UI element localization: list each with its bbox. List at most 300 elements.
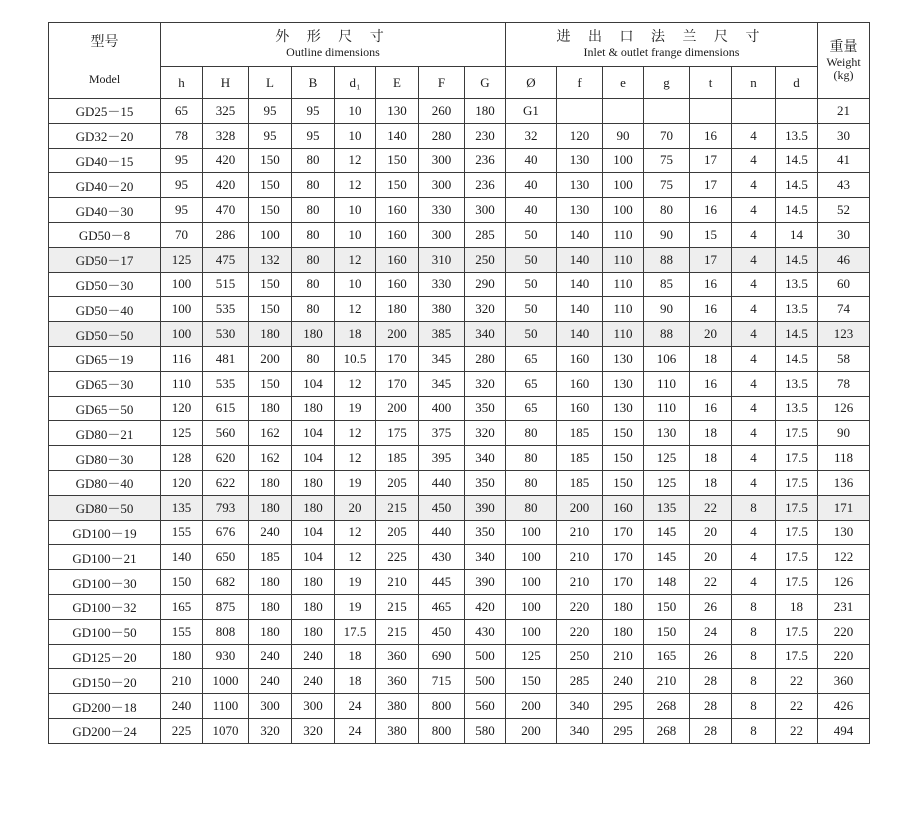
- value-cell: 800: [419, 694, 465, 719]
- column-header: E: [376, 67, 419, 99]
- value-cell: 26: [690, 644, 732, 669]
- value-cell: 125: [161, 421, 203, 446]
- value-cell: 395: [419, 446, 465, 471]
- value-cell: 110: [644, 371, 690, 396]
- value-cell: 260: [419, 99, 465, 124]
- value-cell: 12: [335, 520, 376, 545]
- value-cell: 80: [506, 421, 557, 446]
- value-cell: 150: [249, 297, 292, 322]
- value-cell: 140: [557, 297, 603, 322]
- value-cell: 500: [465, 669, 506, 694]
- model-cell: GD100－19: [49, 520, 161, 545]
- value-cell: 10.5: [335, 346, 376, 371]
- value-cell: 240: [249, 520, 292, 545]
- value-cell: 345: [419, 371, 465, 396]
- value-cell: 200: [557, 495, 603, 520]
- value-cell: 240: [292, 644, 335, 669]
- table-row: [49, 247, 870, 272]
- value-cell: 440: [419, 520, 465, 545]
- value-cell: 125: [644, 470, 690, 495]
- value-cell: 80: [292, 272, 335, 297]
- column-header: n: [732, 67, 776, 99]
- value-cell: 13.5: [776, 396, 818, 421]
- value-cell: 180: [292, 619, 335, 644]
- value-cell: 160: [376, 198, 419, 223]
- value-cell: 4: [732, 198, 776, 223]
- value-cell: 400: [419, 396, 465, 421]
- table-row: [49, 346, 870, 371]
- value-cell: 165: [644, 644, 690, 669]
- model-cell: GD65－30: [49, 371, 161, 396]
- spec-sheet: [48, 22, 865, 744]
- value-cell: 150: [644, 619, 690, 644]
- value-cell: 4: [732, 148, 776, 173]
- model-cell: GD100－30: [49, 570, 161, 595]
- value-cell: 180: [292, 470, 335, 495]
- value-cell: 12: [335, 173, 376, 198]
- value-cell: 130: [557, 148, 603, 173]
- value-cell: 240: [161, 694, 203, 719]
- value-cell: 290: [465, 272, 506, 297]
- value-cell: 350: [465, 520, 506, 545]
- value-cell: 470: [203, 198, 249, 223]
- value-cell: 155: [161, 520, 203, 545]
- value-cell: 390: [465, 495, 506, 520]
- value-cell: 615: [203, 396, 249, 421]
- value-cell: 350: [465, 396, 506, 421]
- value-cell: 16: [690, 272, 732, 297]
- value-cell: 800: [419, 718, 465, 743]
- value-cell: 160: [557, 371, 603, 396]
- value-cell: 104: [292, 545, 335, 570]
- value-cell: 210: [376, 570, 419, 595]
- value-cell: 390: [465, 570, 506, 595]
- value-cell: 125: [161, 247, 203, 272]
- value-cell: 95: [161, 173, 203, 198]
- value-cell: 19: [335, 570, 376, 595]
- value-cell: 210: [644, 669, 690, 694]
- value-cell: 300: [465, 198, 506, 223]
- value-cell: 180: [249, 495, 292, 520]
- value-cell: [603, 99, 644, 124]
- table-row: [49, 123, 870, 148]
- value-cell: 10: [335, 99, 376, 124]
- value-cell: 88: [644, 322, 690, 347]
- value-cell: 475: [203, 247, 249, 272]
- value-cell: 622: [203, 470, 249, 495]
- value-cell: 690: [419, 644, 465, 669]
- weight-cell: 123: [818, 322, 870, 347]
- column-header: F: [419, 67, 465, 99]
- value-cell: 20: [690, 322, 732, 347]
- value-cell: 17.5: [776, 619, 818, 644]
- value-cell: 24: [690, 619, 732, 644]
- weight-cell: 52: [818, 198, 870, 223]
- value-cell: 13.5: [776, 297, 818, 322]
- table-row: [49, 173, 870, 198]
- value-cell: 130: [376, 99, 419, 124]
- value-cell: 80: [506, 470, 557, 495]
- value-cell: 300: [292, 694, 335, 719]
- model-cell: GD200－24: [49, 718, 161, 743]
- value-cell: 420: [203, 173, 249, 198]
- weight-cell: 21: [818, 99, 870, 124]
- value-cell: 240: [249, 644, 292, 669]
- value-cell: 8: [732, 619, 776, 644]
- value-cell: G1: [506, 99, 557, 124]
- value-cell: 215: [376, 594, 419, 619]
- column-header: Ø: [506, 67, 557, 99]
- value-cell: 330: [419, 272, 465, 297]
- value-cell: 8: [732, 669, 776, 694]
- model-cell: GD32－20: [49, 123, 161, 148]
- value-cell: 128: [161, 446, 203, 471]
- value-cell: 240: [603, 669, 644, 694]
- value-cell: 130: [557, 173, 603, 198]
- weight-cell: 126: [818, 396, 870, 421]
- table-row: [49, 594, 870, 619]
- value-cell: 100: [603, 198, 644, 223]
- model-cell: GD100－21: [49, 545, 161, 570]
- value-cell: 180: [292, 594, 335, 619]
- value-cell: 240: [292, 669, 335, 694]
- table-row: [49, 198, 870, 223]
- value-cell: 13.5: [776, 272, 818, 297]
- value-cell: 110: [603, 272, 644, 297]
- flange-dimensions-header: [506, 23, 818, 67]
- weight-cell: 122: [818, 545, 870, 570]
- value-cell: 40: [506, 148, 557, 173]
- value-cell: 320: [249, 718, 292, 743]
- value-cell: 535: [203, 297, 249, 322]
- model-cell: GD125－20: [49, 644, 161, 669]
- weight-cell: 130: [818, 520, 870, 545]
- value-cell: 340: [557, 718, 603, 743]
- value-cell: 70: [161, 222, 203, 247]
- value-cell: 16: [690, 198, 732, 223]
- table-row: [49, 520, 870, 545]
- value-cell: 162: [249, 446, 292, 471]
- value-cell: 95: [161, 198, 203, 223]
- model-header: [49, 23, 161, 99]
- value-cell: 170: [603, 545, 644, 570]
- value-cell: 95: [249, 123, 292, 148]
- value-cell: 140: [557, 222, 603, 247]
- weight-cell: 118: [818, 446, 870, 471]
- value-cell: 14.5: [776, 198, 818, 223]
- value-cell: 95: [292, 123, 335, 148]
- table-row: [49, 470, 870, 495]
- value-cell: 110: [603, 322, 644, 347]
- value-cell: 104: [292, 421, 335, 446]
- value-cell: 200: [506, 718, 557, 743]
- value-cell: 350: [465, 470, 506, 495]
- weight-header: [818, 23, 870, 99]
- value-cell: 130: [644, 421, 690, 446]
- value-cell: 200: [506, 694, 557, 719]
- value-cell: 160: [376, 247, 419, 272]
- value-cell: 104: [292, 371, 335, 396]
- value-cell: 12: [335, 371, 376, 396]
- outline-dimensions-header: [161, 23, 506, 67]
- value-cell: 4: [732, 123, 776, 148]
- value-cell: 32: [506, 123, 557, 148]
- value-cell: 10: [335, 272, 376, 297]
- value-cell: 16: [690, 371, 732, 396]
- value-cell: 14: [776, 222, 818, 247]
- value-cell: 4: [732, 545, 776, 570]
- model-header-en: Model: [88, 72, 121, 86]
- weight-cell: 90: [818, 421, 870, 446]
- model-cell: GD40－20: [49, 173, 161, 198]
- weight-header-en: Weight: [826, 54, 861, 69]
- value-cell: 240: [249, 669, 292, 694]
- value-cell: 225: [161, 718, 203, 743]
- value-cell: 580: [465, 718, 506, 743]
- value-cell: 465: [419, 594, 465, 619]
- value-cell: 150: [249, 371, 292, 396]
- weight-cell: 494: [818, 718, 870, 743]
- model-cell: GD50－8: [49, 222, 161, 247]
- value-cell: 250: [465, 247, 506, 272]
- value-cell: 15: [690, 222, 732, 247]
- value-cell: 17.5: [776, 545, 818, 570]
- value-cell: 16: [690, 123, 732, 148]
- value-cell: 22: [776, 694, 818, 719]
- value-cell: 340: [465, 446, 506, 471]
- value-cell: 180: [249, 619, 292, 644]
- model-cell: GD100－50: [49, 619, 161, 644]
- value-cell: 325: [203, 99, 249, 124]
- value-cell: 17: [690, 173, 732, 198]
- value-cell: 12: [335, 446, 376, 471]
- value-cell: 808: [203, 619, 249, 644]
- value-cell: 100: [506, 570, 557, 595]
- value-cell: 18: [690, 470, 732, 495]
- value-cell: 150: [376, 148, 419, 173]
- value-cell: [690, 99, 732, 124]
- value-cell: 4: [732, 297, 776, 322]
- value-cell: 24: [335, 694, 376, 719]
- value-cell: 500: [465, 644, 506, 669]
- model-cell: GD50－17: [49, 247, 161, 272]
- table-row: [49, 694, 870, 719]
- value-cell: 185: [557, 446, 603, 471]
- value-cell: 80: [506, 446, 557, 471]
- table-row: [49, 446, 870, 471]
- value-cell: 515: [203, 272, 249, 297]
- weight-cell: 78: [818, 371, 870, 396]
- value-cell: 22: [690, 570, 732, 595]
- value-cell: 100: [506, 545, 557, 570]
- value-cell: [557, 99, 603, 124]
- value-cell: 80: [292, 173, 335, 198]
- value-cell: 135: [644, 495, 690, 520]
- value-cell: 90: [644, 222, 690, 247]
- value-cell: 110: [603, 297, 644, 322]
- value-cell: 185: [557, 421, 603, 446]
- value-cell: 150: [376, 173, 419, 198]
- table-row: [49, 421, 870, 446]
- value-cell: 24: [335, 718, 376, 743]
- table-row: [49, 272, 870, 297]
- value-cell: 17.5: [776, 470, 818, 495]
- value-cell: 140: [557, 247, 603, 272]
- value-cell: 4: [732, 247, 776, 272]
- value-cell: 150: [249, 173, 292, 198]
- value-cell: 170: [603, 570, 644, 595]
- value-cell: 200: [376, 396, 419, 421]
- value-cell: 19: [335, 470, 376, 495]
- value-cell: 8: [732, 694, 776, 719]
- value-cell: 110: [161, 371, 203, 396]
- value-cell: 430: [419, 545, 465, 570]
- value-cell: 12: [335, 297, 376, 322]
- value-cell: 185: [376, 446, 419, 471]
- value-cell: 28: [690, 718, 732, 743]
- model-cell: GD40－30: [49, 198, 161, 223]
- weight-cell: 171: [818, 495, 870, 520]
- value-cell: 440: [419, 470, 465, 495]
- value-cell: 320: [292, 718, 335, 743]
- value-cell: 80: [292, 148, 335, 173]
- value-cell: 360: [376, 644, 419, 669]
- weight-cell: 60: [818, 272, 870, 297]
- value-cell: 215: [376, 619, 419, 644]
- table-row: [49, 148, 870, 173]
- value-cell: 14.5: [776, 247, 818, 272]
- value-cell: 16: [690, 297, 732, 322]
- value-cell: 104: [292, 446, 335, 471]
- value-cell: 250: [557, 644, 603, 669]
- value-cell: 130: [603, 371, 644, 396]
- value-cell: 17.5: [776, 520, 818, 545]
- column-header: d₁: [335, 67, 376, 99]
- flange-header-en: Inlet & outlet frange dimensions: [583, 45, 740, 59]
- value-cell: 676: [203, 520, 249, 545]
- value-cell: 132: [249, 247, 292, 272]
- weight-cell: 426: [818, 694, 870, 719]
- value-cell: 140: [557, 322, 603, 347]
- table-row: [49, 297, 870, 322]
- value-cell: 793: [203, 495, 249, 520]
- value-cell: 17: [690, 148, 732, 173]
- value-cell: 180: [161, 644, 203, 669]
- value-cell: 170: [376, 371, 419, 396]
- value-cell: 135: [161, 495, 203, 520]
- value-cell: 20: [335, 495, 376, 520]
- column-header: h: [161, 67, 203, 99]
- model-cell: GD50－40: [49, 297, 161, 322]
- value-cell: 230: [465, 123, 506, 148]
- value-cell: 12: [335, 545, 376, 570]
- value-cell: 180: [249, 396, 292, 421]
- value-cell: 285: [465, 222, 506, 247]
- value-cell: 4: [732, 570, 776, 595]
- value-cell: 330: [419, 198, 465, 223]
- value-cell: 106: [644, 346, 690, 371]
- value-cell: 450: [419, 495, 465, 520]
- value-cell: 150: [249, 272, 292, 297]
- value-cell: 930: [203, 644, 249, 669]
- value-cell: 50: [506, 297, 557, 322]
- value-cell: 150: [603, 446, 644, 471]
- value-cell: 340: [465, 545, 506, 570]
- table-row: [49, 371, 870, 396]
- value-cell: 120: [161, 396, 203, 421]
- value-cell: 180: [465, 99, 506, 124]
- value-cell: 95: [292, 99, 335, 124]
- value-cell: 715: [419, 669, 465, 694]
- model-cell: GD25－15: [49, 99, 161, 124]
- value-cell: 180: [292, 396, 335, 421]
- value-cell: 100: [161, 322, 203, 347]
- value-cell: 210: [603, 644, 644, 669]
- value-cell: 95: [249, 99, 292, 124]
- value-cell: 385: [419, 322, 465, 347]
- value-cell: 140: [376, 123, 419, 148]
- value-cell: 268: [644, 694, 690, 719]
- weight-header-cn: 重量: [829, 39, 858, 55]
- value-cell: 65: [506, 346, 557, 371]
- model-cell: GD65－50: [49, 396, 161, 421]
- value-cell: 4: [732, 371, 776, 396]
- value-cell: 280: [419, 123, 465, 148]
- value-cell: [644, 99, 690, 124]
- value-cell: 210: [557, 520, 603, 545]
- column-header: B: [292, 67, 335, 99]
- table-row: [49, 570, 870, 595]
- value-cell: 420: [203, 148, 249, 173]
- value-cell: 17.5: [776, 495, 818, 520]
- value-cell: 380: [419, 297, 465, 322]
- value-cell: 180: [292, 322, 335, 347]
- value-cell: 682: [203, 570, 249, 595]
- table-row: [49, 619, 870, 644]
- value-cell: 140: [557, 272, 603, 297]
- value-cell: 28: [690, 694, 732, 719]
- value-cell: 12: [335, 421, 376, 446]
- value-cell: 100: [506, 619, 557, 644]
- value-cell: 10: [335, 222, 376, 247]
- value-cell: 40: [506, 173, 557, 198]
- value-cell: 14.5: [776, 322, 818, 347]
- value-cell: 17.5: [776, 570, 818, 595]
- value-cell: 300: [419, 173, 465, 198]
- value-cell: 110: [603, 247, 644, 272]
- value-cell: 530: [203, 322, 249, 347]
- value-cell: 100: [603, 173, 644, 198]
- value-cell: 80: [506, 495, 557, 520]
- value-cell: 375: [419, 421, 465, 446]
- column-header: L: [249, 67, 292, 99]
- value-cell: 380: [376, 718, 419, 743]
- model-header-cn: 型号: [90, 35, 119, 50]
- table-row: [49, 396, 870, 421]
- value-cell: 18: [335, 322, 376, 347]
- value-cell: 1000: [203, 669, 249, 694]
- value-cell: 180: [249, 594, 292, 619]
- value-cell: 180: [292, 570, 335, 595]
- table-row: [49, 669, 870, 694]
- value-cell: 560: [465, 694, 506, 719]
- value-cell: 150: [603, 470, 644, 495]
- value-cell: 4: [732, 421, 776, 446]
- value-cell: 18: [335, 669, 376, 694]
- value-cell: 180: [249, 470, 292, 495]
- value-cell: 300: [419, 148, 465, 173]
- model-cell: GD50－50: [49, 322, 161, 347]
